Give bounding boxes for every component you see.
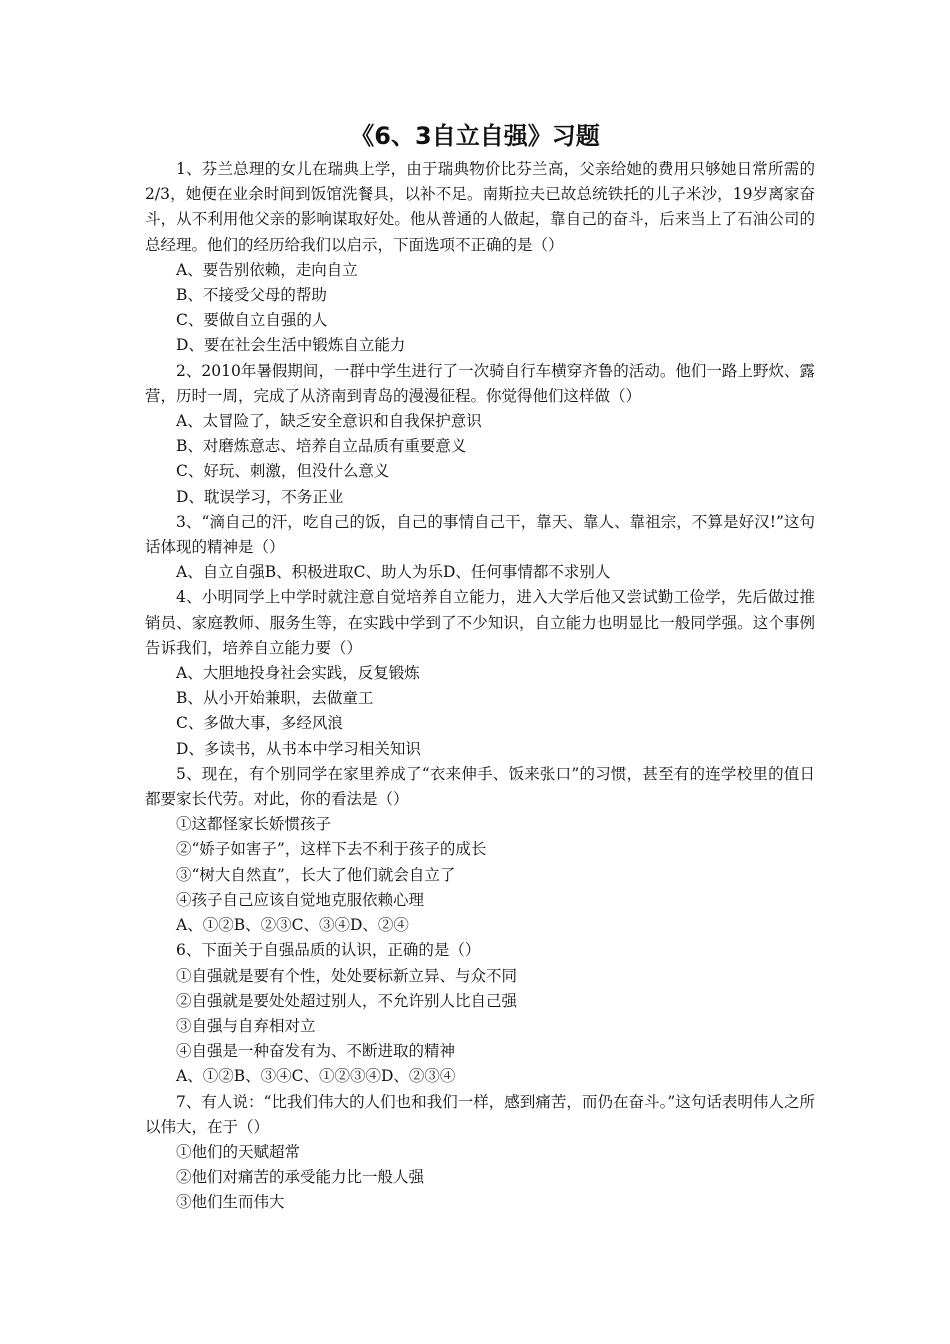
answer-option: C、要做自立自强的人 bbox=[176, 311, 328, 330]
answer-option: ①自强就是要有个性，处处要标新立异、与众不同 bbox=[176, 966, 518, 985]
question-stem: 4、小明同学上中学时就注意自觉培养自立能力，进入大学后他又尝试勤工俭学，先后做过推销员、家庭教师、服务生等，在实践中学到了不少知识，自立能力也明显比一般同学强。这个事例告诉我们，培养自立能力要（） bbox=[145, 588, 815, 657]
question-3 bbox=[145, 510, 815, 586]
answer-option: A、大胆地投身社会实践，反复锻炼 bbox=[176, 664, 420, 683]
question-stem: 5、现在，有个别同学在家里养成了“衣来伸手、饭来张口”的习惯，甚至有的连学校里的值日都要家长代劳。对此，你的看法是（） bbox=[145, 764, 815, 809]
page-title: 《6、3自立自强》习题 bbox=[350, 122, 600, 150]
question-stem: 1、芬兰总理的女儿在瑞典上学，由于瑞典物价比芬兰高，父亲给她的费用只够她日常所需的2/3，她便在业余时间到饭馆洗餐具，以补不足。南斯拉夫已故总统铁托的儿子米沙，19岁离家奋斗，从不利用他父亲的影响谋取好处。他从普通的人做起，靠自己的奋斗，后来当上了石油公司的总经理。他们的经历给我们以启示，下面选项不正确的是（） bbox=[145, 160, 815, 254]
answer-option: ②“娇子如害子”，这样下去不利于孩子的成长 bbox=[176, 840, 487, 859]
question-2 bbox=[145, 359, 815, 510]
question-5 bbox=[145, 762, 815, 938]
answer-option: ③自强与自弃相对立 bbox=[176, 1016, 316, 1035]
question-7 bbox=[145, 1090, 815, 1216]
answer-option: A、太冒险了，缺乏安全意识和自我保护意识 bbox=[176, 412, 482, 431]
answer-option: ①这都怪家长娇惯孩子 bbox=[176, 815, 332, 834]
answer-option: A、自立自强B、积极进取C、助人为乐D、任何事情都不求别人 bbox=[176, 563, 611, 582]
question-stem: 7、有人说：“比我们伟大的人们也和我们一样，感到痛苦，而仍在奋斗。”这句话表明伟人之所以伟大，在于（） bbox=[145, 1092, 815, 1136]
answer-option: ④自强是一种奋发有为、不断进取的精神 bbox=[176, 1042, 456, 1061]
question-stem: 2、2010年暑假期间，一群中学生进行了一次骑自行车横穿齐鲁的活动。他们一路上野炊、露营，历时一周，完成了从济南到青岛的漫漫征程。你觉得他们这样做（） bbox=[145, 361, 815, 405]
question-4 bbox=[145, 585, 815, 761]
answer-option: C、多做大事，多经风浪 bbox=[176, 714, 343, 733]
answer-option: A、①②B、③④C、①②③④D、②③④ bbox=[176, 1067, 456, 1086]
answer-option: ③他们生而伟大 bbox=[176, 1193, 285, 1212]
answer-option: B、对磨炼意志、培养自立品质有重要意义 bbox=[176, 437, 467, 456]
answer-option: ②自强就是要处处超过别人，不允许别人比自己强 bbox=[176, 991, 518, 1010]
answer-option: ②他们对痛苦的承受能力比一般人强 bbox=[176, 1168, 425, 1187]
answer-option: ④孩子自己应该自觉地克服依赖心理 bbox=[176, 890, 425, 909]
question-6 bbox=[145, 938, 815, 1089]
answer-option: B、不接受父母的帮助 bbox=[176, 286, 327, 305]
answer-option: C、好玩、刺激，但没什么意义 bbox=[176, 462, 390, 481]
answer-option: A、①②B、②③C、③④D、②④ bbox=[176, 916, 409, 935]
question-stem: 3、“滴自己的汗，吃自己的饭，自己的事情自己干，靠天、靠人、靠祖宗，不算是好汉!”这句话体现的精神是（） bbox=[145, 512, 815, 557]
answer-option: ①他们的天赋超常 bbox=[176, 1142, 301, 1161]
question-1 bbox=[145, 157, 815, 359]
answer-option: D、耽误学习，不务正业 bbox=[176, 487, 344, 506]
answer-option: A、要告别依赖，走向自立 bbox=[176, 260, 358, 279]
answer-option: D、多读书，从书本中学习相关知识 bbox=[176, 739, 421, 758]
answer-option: D、要在社会生活中锻炼自立能力 bbox=[176, 336, 406, 355]
answer-option: B、从小开始兼职，去做童工 bbox=[176, 689, 374, 708]
answer-option: ③“树大自然直”，长大了他们就会自立了 bbox=[176, 865, 456, 884]
question-stem: 6、下面关于自强品质的认识，正确的是（） bbox=[176, 941, 481, 960]
question-list bbox=[145, 157, 815, 1216]
